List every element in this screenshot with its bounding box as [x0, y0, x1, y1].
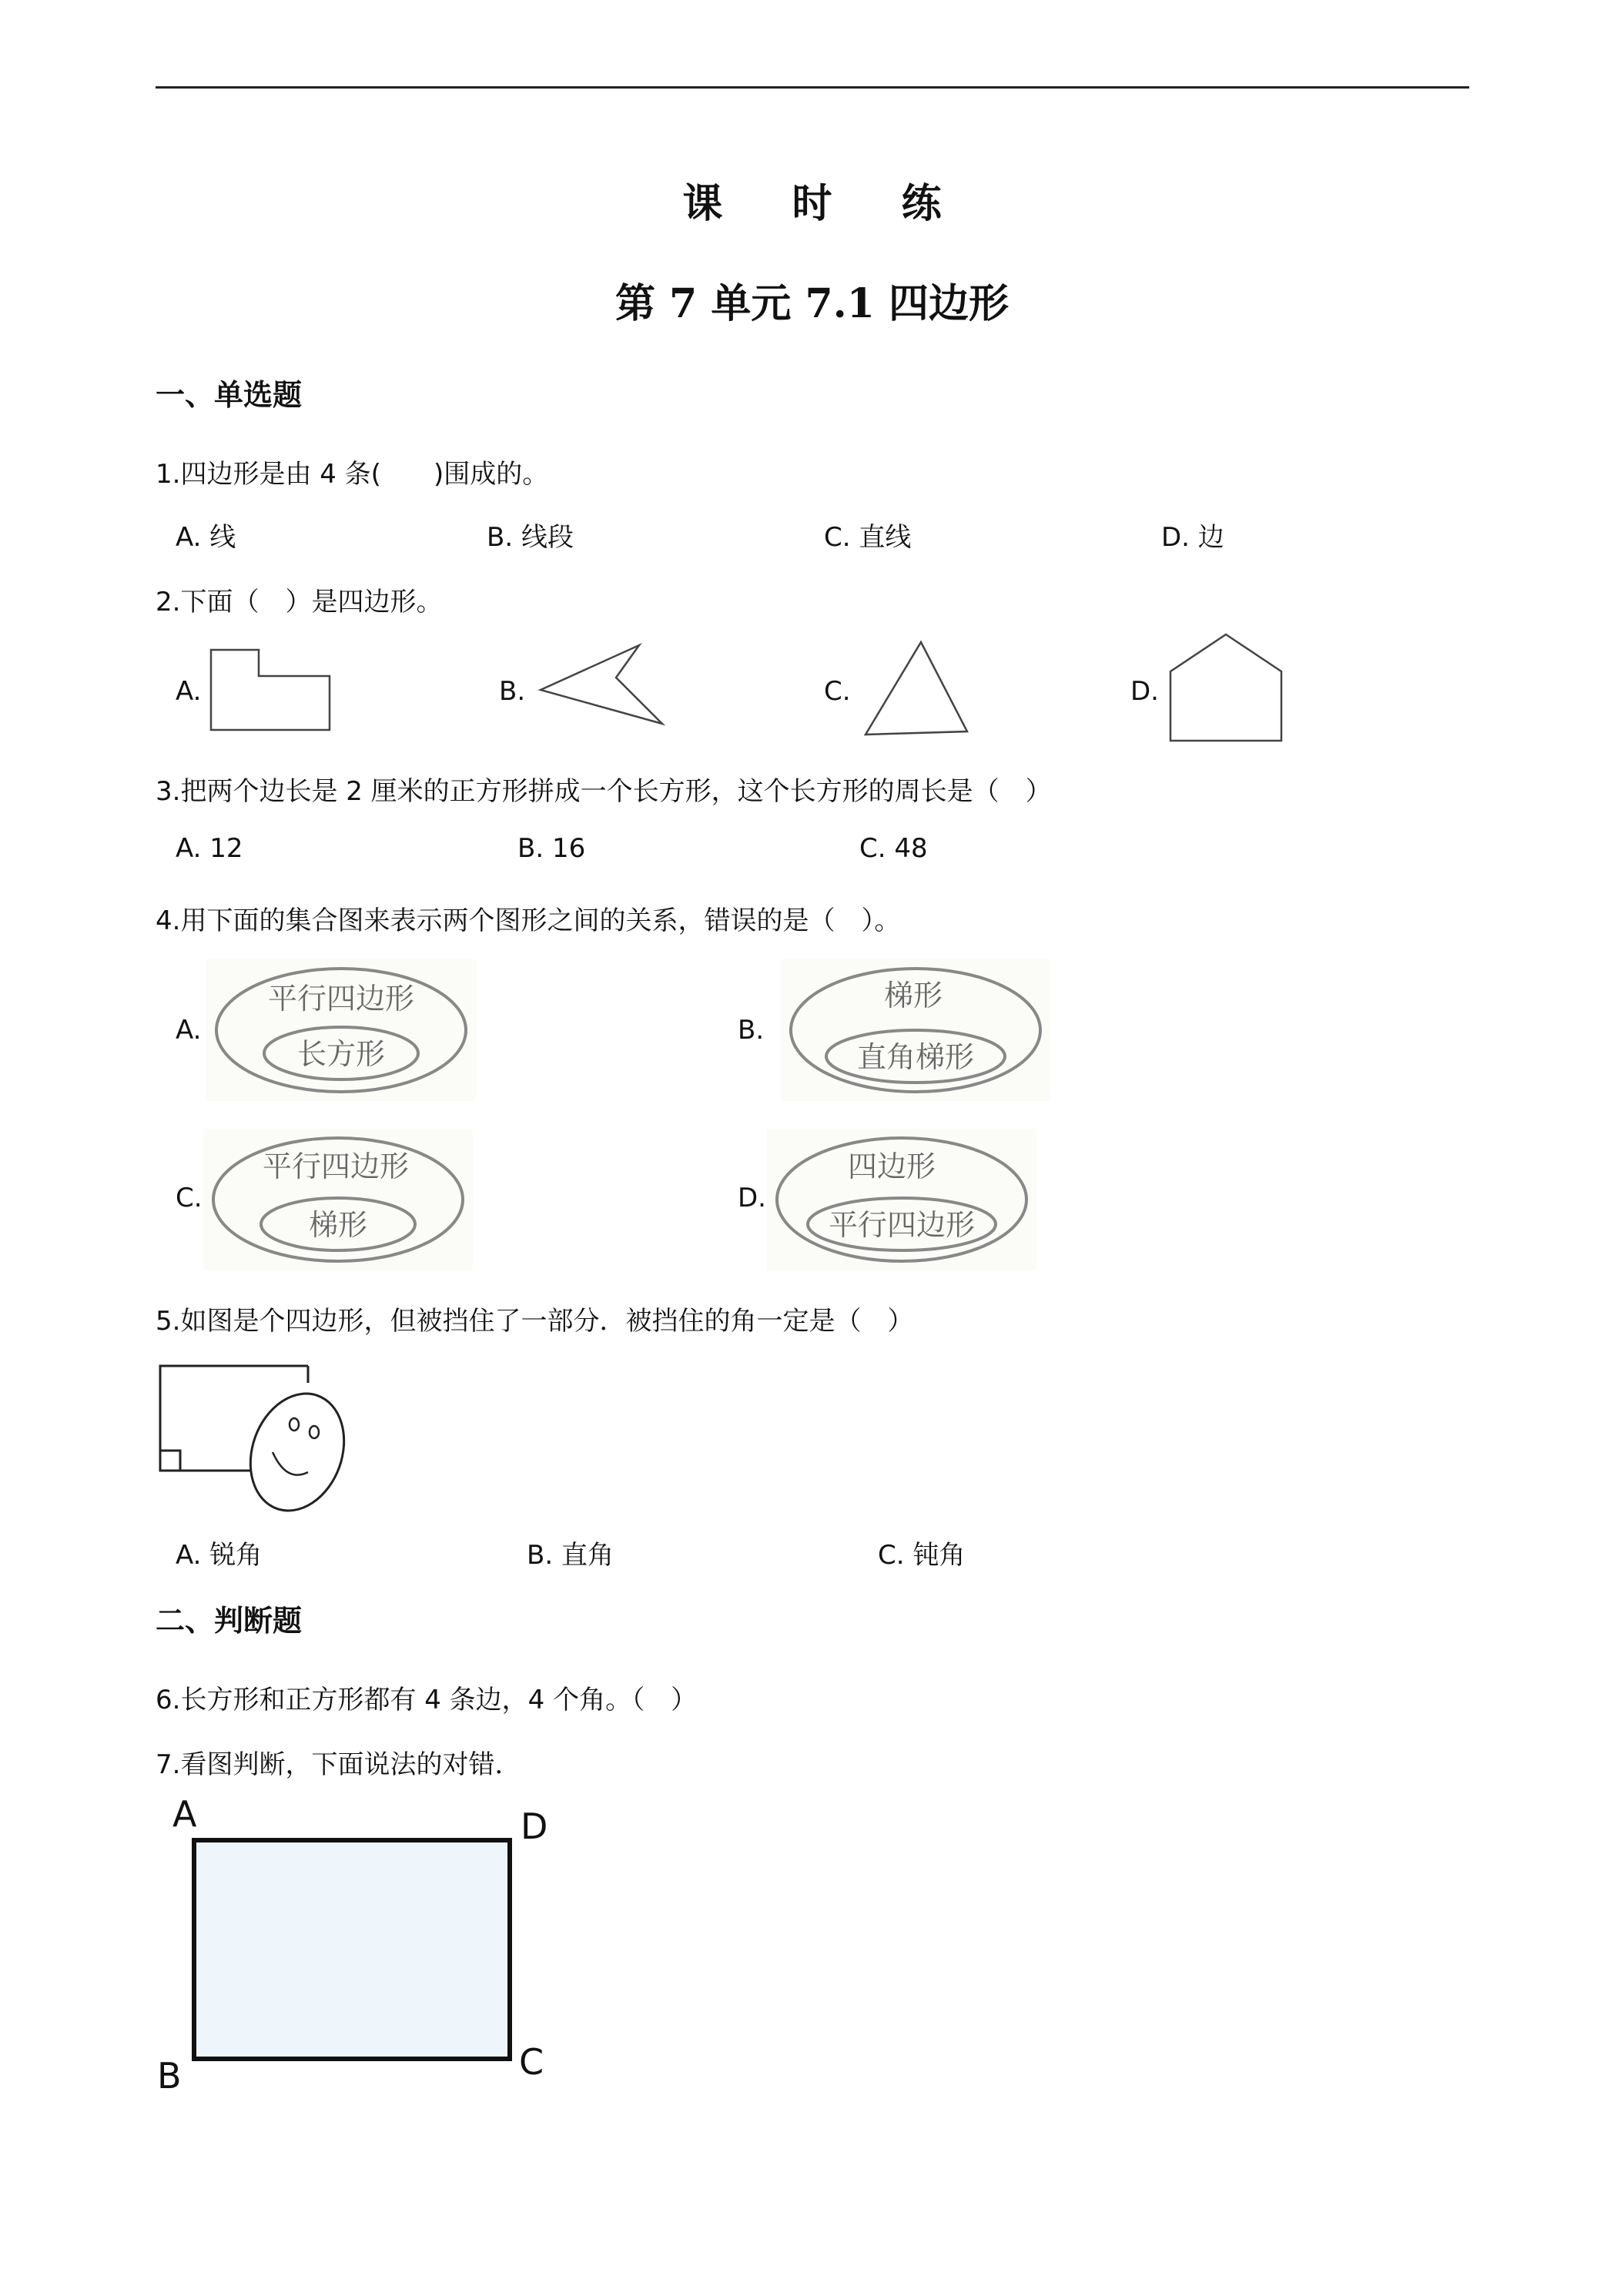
q2-figure-c-triangle [855, 636, 978, 739]
section-heading-2: 二、判断题 [156, 1604, 303, 1638]
q4-venn-a [206, 959, 476, 1101]
header-rule [156, 86, 1469, 89]
q4-option-c[interactable]: C. [176, 1183, 203, 1213]
q2-option-a[interactable]: A. [176, 676, 202, 707]
q4-d-outer-label: 四边形 [847, 1150, 936, 1183]
q2-option-b[interactable]: B. [499, 676, 526, 707]
q4-venn-c [203, 1129, 473, 1270]
q4-d-inner-label: 平行四边形 [828, 1208, 976, 1242]
q2-figure-d-pentagon [1164, 628, 1287, 748]
q1-option-c[interactable]: C. 直线 [824, 522, 912, 553]
q1-option-d[interactable]: D. 边 [1161, 522, 1224, 553]
q2-figure-a-l-shape [206, 645, 337, 738]
q3-option-c[interactable]: C. 48 [859, 833, 928, 864]
q5-figure-covered-quadrilateral [157, 1360, 357, 1515]
question-3: 3.把两个边长是 2 厘米的正方形拼成一个长方形，这个长方形的周长是（ ） [156, 776, 1052, 807]
page-title: 课 时 练 [682, 180, 969, 227]
q4-b-outer-label: 梯形 [883, 979, 943, 1012]
q7-figure-rectangle-abcd [154, 1794, 570, 2094]
q1-option-a[interactable]: A. 线 [176, 522, 236, 553]
q4-c-inner-label: 梯形 [308, 1208, 368, 1242]
q3-option-b[interactable]: B. 16 [517, 833, 586, 864]
q5-smiley-face [235, 1381, 357, 1515]
q2-option-c[interactable]: C. [824, 676, 851, 707]
question-5: 5.如图是个四边形，但被挡住了一部分．被挡住的角一定是（ ） [156, 1306, 914, 1337]
section-heading-1: 一、单选题 [156, 378, 303, 412]
q4-option-d[interactable]: D. [738, 1183, 766, 1213]
q7-vertex-a: A [172, 1794, 197, 1835]
question-7: 7.看图判断，下面说法的对错． [156, 1749, 521, 1780]
q7-vertex-d: D [521, 1806, 548, 1847]
q5-option-a[interactable]: A. 锐角 [176, 1540, 263, 1571]
q4-option-b[interactable]: B. [738, 1015, 765, 1046]
q4-b-inner-label: 直角梯形 [856, 1040, 975, 1074]
question-2: 2.下面（ ）是四边形。 [156, 587, 443, 618]
q4-a-outer-label: 平行四边形 [267, 982, 415, 1016]
q3-option-a[interactable]: A. 12 [176, 833, 243, 864]
question-6: 6.长方形和正方形都有 4 条边，4 个角。（ ） [156, 1685, 698, 1715]
q2-option-d[interactable]: D. [1130, 676, 1159, 707]
page-subtitle: 第 7 单元 7.1 四边形 [614, 280, 1010, 327]
q7-vertex-b: B [157, 2055, 182, 2094]
q4-venn-d [767, 1129, 1036, 1270]
question-1: 1.四边形是由 4 条( )围成的。 [156, 459, 549, 490]
q1-option-b[interactable]: B. 线段 [487, 522, 574, 553]
q4-venn-b [781, 959, 1050, 1101]
q4-a-inner-label: 长方形 [296, 1037, 386, 1071]
q4-option-a[interactable]: A. [176, 1015, 202, 1046]
q4-c-outer-label: 平行四边形 [262, 1150, 410, 1183]
q5-option-c[interactable]: C. 钝角 [878, 1540, 966, 1571]
q5-option-b[interactable]: B. 直角 [527, 1540, 614, 1571]
question-4: 4.用下面的集合图来表示两个图形之间的关系，错误的是（ ）。 [156, 905, 901, 936]
q7-vertex-c: C [519, 2041, 544, 2083]
q2-figure-b-arrow-shape [533, 638, 671, 730]
